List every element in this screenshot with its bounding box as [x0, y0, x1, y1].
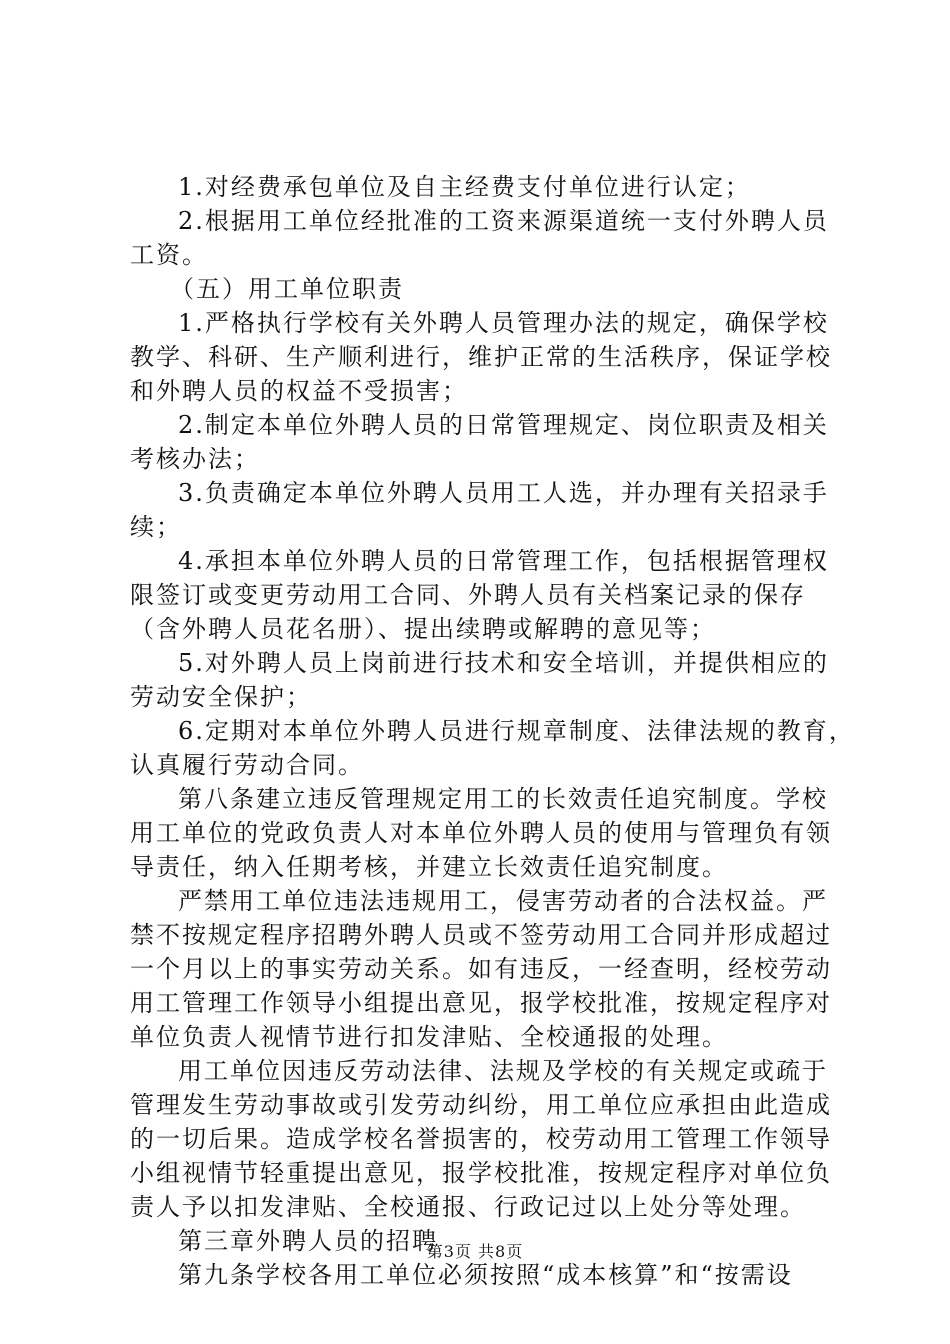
paragraph-line: 工资。 — [130, 241, 208, 269]
paragraph-line: 单位负责人视情节进行扣发津贴、全校通报的处理。 — [130, 1023, 728, 1051]
paragraph-line: 4.承担本单位外聘人员的日常管理工作，包括根据管理权 — [178, 547, 829, 575]
paragraph-line: 续； — [130, 513, 182, 541]
paragraph-line: 用工单位因违反劳动法律、法规及学校的有关规定或疏于 — [178, 1057, 828, 1085]
paragraph-line: 和外聘人员的权益不受损害； — [130, 377, 468, 405]
paragraph-line: 禁不按规定程序招聘外聘人员或不签劳动用工合同并形成超过 — [130, 921, 832, 949]
paragraph-line: 认真履行劳动合同。 — [130, 751, 364, 779]
paragraph-line: （含外聘人员花名册）、提出续聘或解聘的意见等； — [130, 615, 716, 643]
paragraph-line: 5.对外聘人员上岗前进行技术和安全培训，并提供相应的 — [178, 649, 829, 677]
paragraph-line: 用工单位的党政负责人对本单位外聘人员的使用与管理负有领 — [130, 819, 832, 847]
paragraph-line: 劳动安全保护； — [130, 683, 312, 711]
section-heading: （五）用工单位职责 — [170, 275, 404, 303]
paragraph-line: 一个月以上的事实劳动关系。如有违反，一经查明，经校劳动 — [130, 955, 832, 983]
paragraph-line: 严禁用工单位违法违规用工，侵害劳动者的合法权益。严 — [178, 887, 828, 915]
chapter-heading: 第三章外聘人员的招聘 — [178, 1227, 438, 1255]
paragraph-line: 导责任，纳入任期考核，并建立长效责任追究制度。 — [130, 853, 728, 881]
article-heading: 第九条学校各用工单位必须按照“成本核算”和“按需设 — [178, 1261, 793, 1289]
paragraph-line: 3.负责确定本单位外聘人员用工人选，并办理有关招录手 — [178, 479, 829, 507]
paragraph-line: 考核办法； — [130, 445, 260, 473]
article-heading: 第八条建立违反管理规定用工的长效责任追究制度。学校 — [178, 785, 828, 813]
paragraph-line: 1.严格执行学校有关外聘人员管理办法的规定，确保学校 — [178, 309, 829, 337]
paragraph-line: 2.根据用工单位经批准的工资来源渠道统一支付外聘人员 — [178, 207, 829, 235]
paragraph-line: 1.对经费承包单位及自主经费支付单位进行认定； — [178, 173, 751, 201]
document-body — [130, 170, 855, 1292]
paragraph-line: 6.定期对本单位外聘人员进行规章制度、法律法规的教育， — [178, 717, 855, 745]
paragraph-line: 的一切后果。造成学校名誉损害的，校劳动用工管理工作领导 — [130, 1125, 832, 1153]
paragraph-line: 教学、科研、生产顺利进行，维护正常的生活秩序，保证学校 — [130, 343, 832, 371]
paragraph-line: 用工管理工作领导小组提出意见，报学校批准，按规定程序对 — [130, 989, 832, 1017]
page-number-footer: 第3页 共8页 — [426, 1242, 524, 1261]
paragraph-line: 限签订或变更劳动用工合同、外聘人员有关档案记录的保存 — [130, 581, 806, 609]
paragraph-line: 小组视情节轻重提出意见，报学校批准，按规定程序对单位负 — [130, 1159, 832, 1187]
paragraph-line: 责人予以扣发津贴、全校通报、行政记过以上处分等处理。 — [130, 1193, 806, 1221]
paragraph-line: 管理发生劳动事故或引发劳动纠纷，用工单位应承担由此造成 — [130, 1091, 832, 1119]
paragraph-line: 2.制定本单位外聘人员的日常管理规定、岗位职责及相关 — [178, 411, 829, 439]
